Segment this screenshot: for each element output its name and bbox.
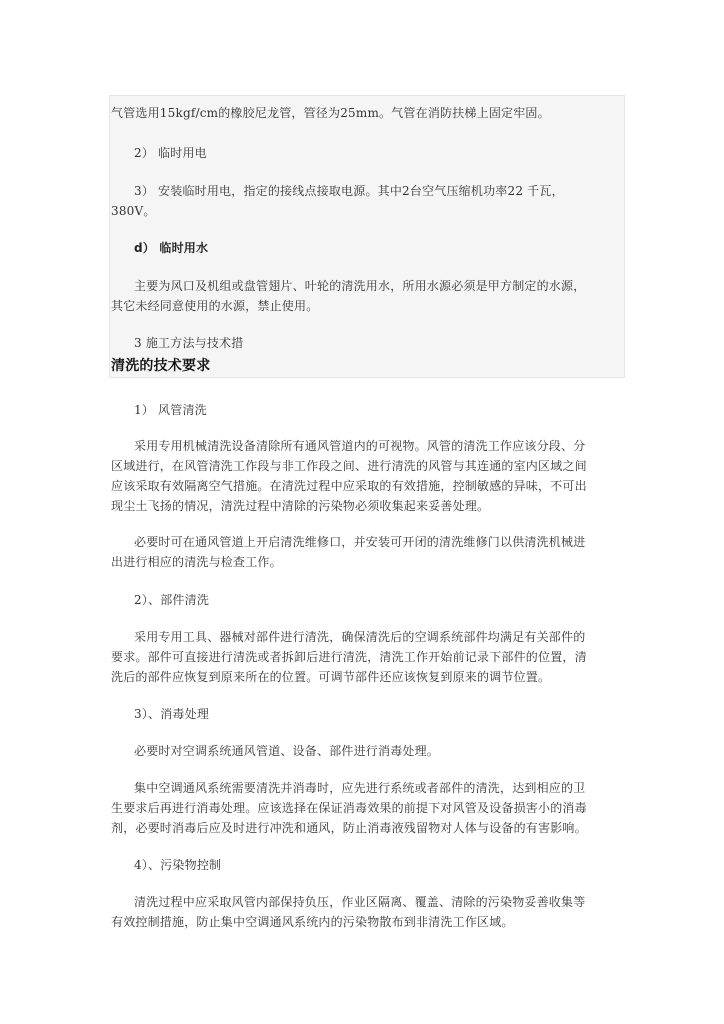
section-title-cleaning-requirements: 清洗的技术要求: [111, 358, 211, 374]
heading-disinfection: 3）、消毒处理: [134, 707, 210, 721]
heading-pollution-control: 4）、污染物控制: [134, 858, 222, 872]
para-disinfection-line-2: 生要求后再进行消毒处理。应该选择在保证消毒效果的前提下对风管及设备损害小的消毒: [111, 801, 587, 815]
heading-parts-cleaning: 2）、部件清洗: [134, 593, 210, 607]
box-line-water-source-1: 主要为风口及机组或盘管翅片、叶轮的清洗用水，所用水源必须是甲方制定的水源，: [134, 279, 586, 293]
para-access-line-2: 出进行相应的清洗与检查工作。: [111, 555, 282, 569]
para-access-line-1: 必要时可在通风管道上开启清洗维修口，并安装可开闭的清洗维修门以供清洗机械进: [134, 535, 586, 549]
para-disinfection-intro: 必要时对空调系统通风管道、设备、部件进行消毒处理。: [134, 744, 440, 758]
box-line-trachea-spec: 气管选用15kgf/cm的橡胶尼龙管，管径为25mm。气管在消防扶梯上固定牢固。: [111, 106, 550, 120]
para-parts-line-3: 洗后的部件应恢复到原来所在的位置。可调节部件还应该恢复到原来的调节位置。: [111, 670, 551, 684]
box-line-power-install: 3） 安装临时用电，指定的接线点接取电源。其中2台空气压缩机功率22 千瓦，: [134, 184, 564, 198]
para-parts-line-2: 要求。部件可直接进行清洗或者拆卸后进行清洗，清洗工作开始前记录下部件的位置，清: [111, 650, 587, 664]
para-pollution-line-1: 清洗过程中应采取风管内部保持负压，作业区隔离、覆盖、清除的污染物妥善收集等: [134, 895, 586, 909]
heading-duct-cleaning: 1） 风管清洗: [134, 403, 207, 417]
box-heading-temporary-water: d） 临时用水: [134, 241, 209, 255]
para-parts-line-1: 采用专用工具、器械对部件进行清洗，确保清洗后的空调系统部件均满足有关部件的: [134, 630, 586, 644]
para-duct-line-3: 应该采取有效隔离空气措施。在清洗过程中应采取的有效措施，控制敏感的异味，不可出: [111, 479, 587, 493]
para-duct-line-1: 采用专用机械清洗设备清除所有通风管道内的可视物。风管的清洗工作应该分段、分: [134, 439, 586, 453]
para-pollution-line-2: 有效控制措施，防止集中空调通风系统内的污染物散布到非清洗工作区域。: [111, 915, 514, 929]
para-disinfection-line-1: 集中空调通风系统需要清洗并消毒时，应先进行系统或者部件的清洗，达到相应的卫: [134, 781, 586, 795]
box-line-voltage: 380V。: [111, 204, 156, 218]
para-duct-line-4: 现尘土飞扬的情况，清洗过程中清除的污染物必须收集起来妥善处理。: [111, 499, 490, 513]
box-line-water-source-2: 其它未经同意使用的水源，禁止使用。: [111, 299, 319, 313]
para-duct-line-2: 区域进行，在风管清洗工作段与非工作段之间、进行清洗的风管与其连通的室内区域之间: [111, 459, 587, 473]
box-line-construction-method: 3 施工方法与技术措: [134, 336, 244, 350]
box-heading-temporary-power: 2） 临时用电: [134, 146, 207, 160]
para-disinfection-line-3: 剂，必要时消毒后应及时进行冲洗和通风，防止消毒液残留物对人体与设备的有害影响。: [111, 821, 587, 835]
